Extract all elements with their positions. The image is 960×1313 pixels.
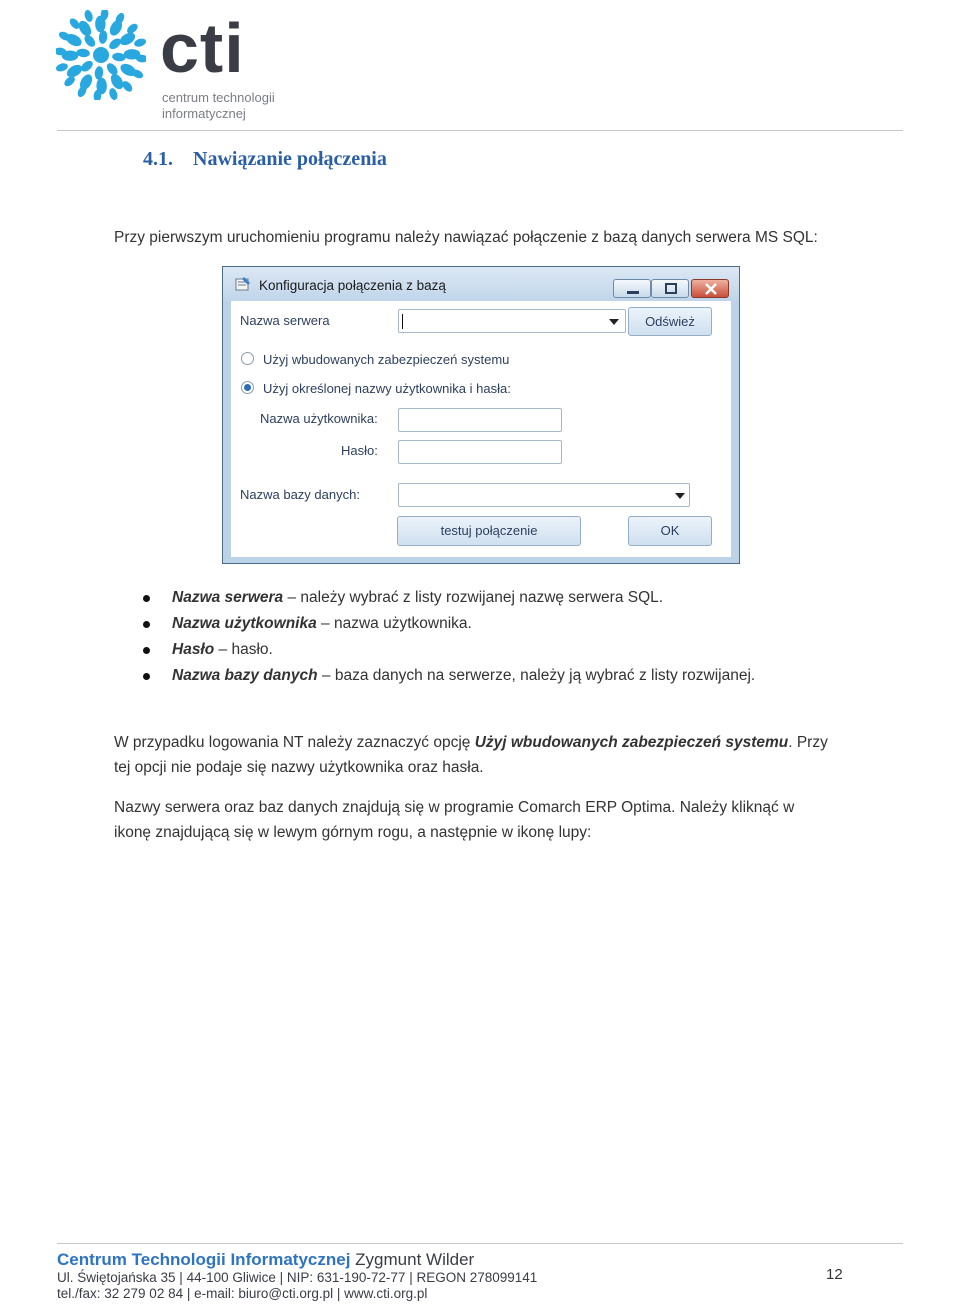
radio-user-credentials[interactable] — [241, 381, 254, 394]
refresh-button[interactable]: Odśwież — [628, 307, 712, 336]
dash: – — [287, 589, 297, 606]
radio-user-credentials-label: Użyj określonej nazwy użytkownika i hasła: — [263, 381, 511, 396]
footer-address: Ul. Świętojańska 35 | 44-100 Gliwice | NIP: 631-190-72-77 | REGON 278099141 — [57, 1270, 538, 1285]
password-label: Hasło: — [341, 443, 378, 458]
bullet-text: nazwa użytkownika. — [333, 615, 472, 632]
dialog-body — [231, 301, 731, 557]
database-name-label: Nazwa bazy danych: — [240, 487, 360, 502]
chevron-down-icon — [609, 319, 619, 325]
bullet-text: baza danych na serwerze, należy ją wybrać z listy rozwijanej. — [334, 667, 756, 684]
bullet-icon — [143, 595, 150, 602]
cti-logo-icon — [56, 10, 146, 100]
bullet-icon — [143, 647, 150, 654]
footer-divider — [57, 1243, 903, 1244]
names-paragraph-line2: ikonę znajdującą się w lewym górnym rogu, a następnie w ikonę lupy: — [114, 824, 592, 841]
close-button[interactable] — [691, 279, 729, 298]
bullet-text: należy wybrać z listy rozwijanej nazwę serwera SQL. — [300, 589, 664, 606]
logo-subtitle-1: centrum technologii — [162, 90, 275, 105]
nt-text-before: W przypadku logowania NT należy zaznaczyć opcję — [114, 734, 475, 751]
section-number: 4.1. — [143, 148, 173, 170]
bullet-icon — [143, 621, 150, 628]
footer-owner: Zygmunt Wilder — [355, 1250, 475, 1269]
minimize-button[interactable] — [613, 279, 651, 298]
footer-contact: tel./fax: 32 279 02 84 | e-mail: biuro@cti.org.pl | www.cti.org.pl — [57, 1286, 428, 1301]
database-name-combobox[interactable] — [398, 483, 690, 507]
dash: – — [321, 615, 330, 632]
nt-paragraph-line1 — [114, 730, 828, 755]
bullet-icon — [143, 673, 150, 680]
dialog-titlebar — [223, 267, 739, 301]
bullet-term: Nazwa serwera — [172, 589, 284, 606]
chevron-down-icon — [675, 493, 685, 499]
maximize-button[interactable] — [651, 279, 689, 298]
server-name-combobox[interactable] — [398, 309, 626, 333]
close-icon — [692, 280, 730, 299]
radio-system-security[interactable] — [241, 352, 254, 365]
nt-option-emphasis: Użyj wbudowanych zabezpieczeń systemu — [474, 734, 789, 751]
radio-system-security-label: Użyj wbudowanych zabezpieczeń systemu — [263, 352, 510, 367]
bullet-term: Hasło — [172, 641, 215, 658]
dash: – — [321, 667, 331, 684]
connection-config-dialog — [222, 266, 740, 564]
text-cursor — [402, 314, 403, 329]
dash: – — [218, 641, 228, 658]
nt-paragraph-line2: tej opcji nie podaje się nazwy użytkownika oraz hasła. — [114, 759, 484, 776]
logo-wordmark: cti — [160, 9, 245, 87]
page-number: 12 — [826, 1266, 843, 1283]
minimize-icon — [614, 280, 652, 299]
username-field[interactable] — [398, 408, 562, 432]
password-field[interactable] — [398, 440, 562, 464]
logo-subtitle-2: informatycznej — [162, 106, 246, 121]
config-icon — [235, 276, 251, 292]
server-name-label: Nazwa serwera — [240, 313, 330, 328]
bullet-term: Nazwa użytkownika — [172, 615, 317, 632]
dialog-title: Konfiguracja połączenia z bazą — [259, 278, 446, 293]
nt-text-after: . Przy — [788, 734, 828, 751]
names-paragraph-line1: Nazwy serwera oraz baz danych znajdują się w programie Comarch ERP Optima. Należy kliknąć w — [114, 799, 795, 816]
ok-button[interactable]: OK — [628, 516, 712, 546]
bullet-term: Nazwa bazy danych — [172, 667, 318, 684]
intro-paragraph: Przy pierwszym uruchomieniu programu należy nawiązać połączenie z bazą danych serwera MS SQL: — [114, 229, 818, 246]
header-divider — [57, 130, 903, 131]
bullet-text: hasło. — [231, 641, 273, 658]
footer-company — [57, 1250, 474, 1270]
maximize-icon — [652, 280, 690, 299]
section-title: Nawiązanie połączenia — [193, 148, 387, 170]
section-heading — [143, 148, 387, 171]
username-label: Nazwa użytkownika: — [260, 411, 378, 426]
footer-company-name: Centrum Technologii Informatycznej — [57, 1250, 351, 1269]
test-connection-button[interactable]: testuj połączenie — [397, 516, 581, 546]
